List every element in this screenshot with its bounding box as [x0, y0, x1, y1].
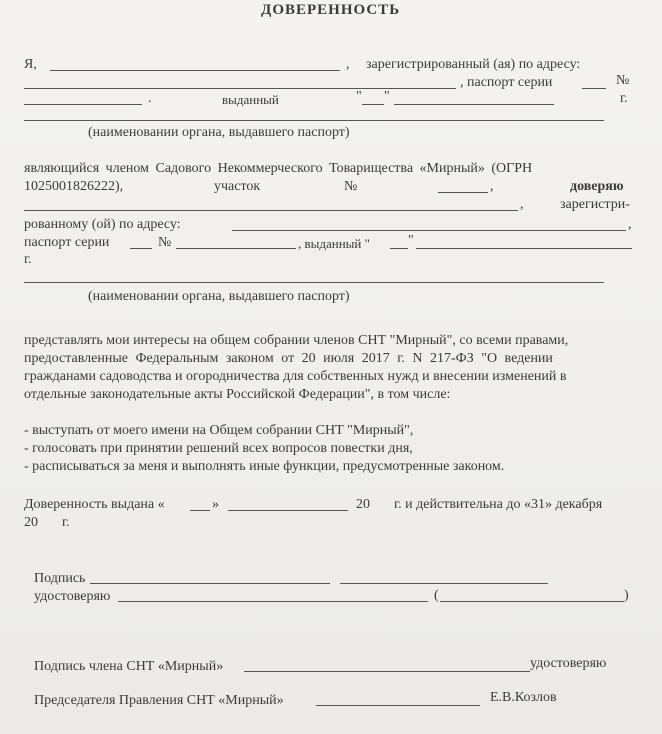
- p2-comma2: ,: [520, 197, 524, 212]
- p2-passport-series: паспорт серии: [24, 235, 110, 250]
- validity-close-quote: »: [212, 497, 219, 512]
- p2-comma: ,: [490, 179, 494, 194]
- trustee-series-line: [130, 248, 152, 249]
- list-item: - расписываться за меня и выполнять иные функции, предусмотренные законом.: [24, 459, 505, 474]
- certify-name-line: [440, 601, 624, 602]
- p1-ya: Я,: [24, 57, 37, 72]
- p2-organ-hint: (наименовании органа, выдавшего паспорт): [88, 289, 350, 304]
- signature-line: [90, 583, 330, 584]
- p1-dot: .: [148, 91, 152, 106]
- document-title: ДОВЕРЕННОСТЬ: [261, 2, 401, 18]
- trustee-organ-line: [24, 282, 604, 283]
- p2-ogrn: 1025001826222),: [24, 179, 124, 194]
- p1-no: №: [616, 73, 630, 88]
- certify-paren-close: ): [624, 588, 629, 603]
- trustee-number-line: [176, 248, 296, 249]
- address-line-1: [24, 88, 456, 89]
- passport-series-line: [582, 88, 606, 89]
- p2-issued: , выданный ": [298, 236, 370, 251]
- p3-line4: отдельные законодательные акты Российской Федерации", в том числе:: [24, 387, 451, 402]
- p2-year-suffix: г.: [24, 252, 32, 267]
- p3-line3: гражданами садоводства и огородничества для собственных нужд и внесении изменений в: [24, 369, 567, 384]
- p1-issued: выданный: [222, 92, 279, 107]
- p1-quote-open: ": [356, 89, 362, 104]
- issue-month-line: [394, 104, 554, 105]
- member-certify-label: удостоверяю: [530, 656, 607, 671]
- chairman-signature-line: [316, 705, 480, 706]
- p2-no: №: [344, 179, 358, 194]
- trustee-fio-line: [24, 210, 518, 211]
- p2-quote-close: ": [408, 233, 414, 248]
- validity-rest: г. и действительна до «31» декабря: [394, 497, 603, 512]
- signature-label: Подпись: [34, 571, 86, 586]
- certify-paren-open: (: [434, 588, 439, 603]
- member-signature-label: Подпись члена СНТ «Мирный»: [34, 659, 224, 674]
- trustee-month-line: [416, 248, 632, 249]
- p2-comma3: ,: [628, 217, 632, 232]
- p2-registri: зарегистри-: [560, 197, 630, 212]
- signature-decode-line: [340, 583, 548, 584]
- certify-label: удостоверяю: [34, 589, 111, 604]
- p2-doveryayu: доверяю: [570, 179, 624, 194]
- trustee-day-line: [390, 248, 408, 249]
- member-signature-line: [244, 671, 530, 672]
- p3-line2: предоставленные Федеральным законом от 20 июля 2017 г. N 217-ФЗ "О ведении: [24, 351, 553, 366]
- validity-g: г.: [62, 515, 70, 530]
- p2-rovannomu: рованному (ой) по адресу:: [24, 217, 181, 232]
- plot-number-line: [438, 192, 488, 193]
- validity-year-prefix: 20: [356, 497, 370, 512]
- certify-line: [118, 601, 428, 602]
- p1-comma: ,: [346, 57, 350, 72]
- p1-year-suffix: г.: [620, 91, 628, 106]
- validity-month-line: [228, 510, 348, 511]
- list-item: - голосовать при принятии решений всех вопросов повестки дня,: [24, 441, 413, 456]
- validity-day-line: [190, 510, 210, 511]
- p2-line1: являющийся членом Садового Некоммерческого Товарищества «Мирный» (ОГРН: [24, 161, 533, 176]
- p1-organ-hint: (наименовании органа, выдавшего паспорт): [88, 125, 350, 140]
- p3-line1: представлять мои интересы на общем собрании членов СНТ "Мирный", со всеми правами,: [24, 333, 569, 348]
- validity-issued-label: Доверенность выдана «: [24, 497, 165, 512]
- chairman-name: Е.В.Козлов: [490, 690, 557, 705]
- fio-line: [50, 70, 340, 71]
- p1-quote-close: ": [384, 89, 390, 104]
- p1-registered: зарегистрированный (ая) по адресу:: [366, 57, 581, 72]
- p2-uchastok: участок: [214, 179, 261, 194]
- validity-year2: 20: [24, 515, 38, 530]
- p1-passport-series: , паспорт серии: [460, 75, 553, 90]
- list-item: - выступать от моего имени на Общем собрании СНТ "Мирный",: [24, 423, 414, 438]
- p2-no2: №: [158, 235, 172, 250]
- trustee-address-line: [232, 230, 626, 231]
- passport-number-line: [24, 104, 142, 105]
- passport-organ-line: [24, 120, 604, 121]
- chairman-label: Председателя Правления СНТ «Мирный»: [34, 693, 284, 708]
- issue-day-line: [362, 104, 384, 105]
